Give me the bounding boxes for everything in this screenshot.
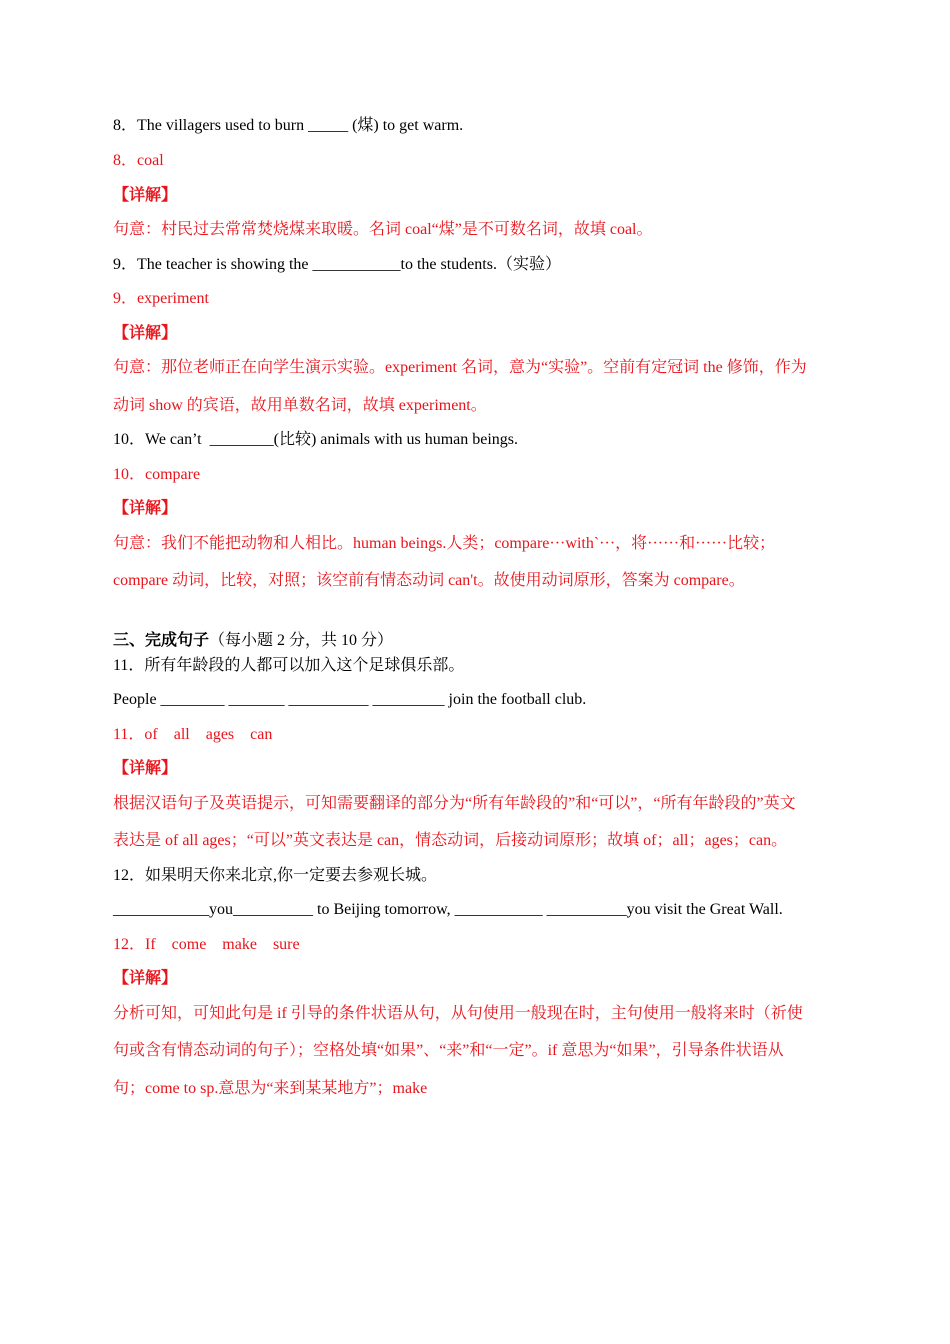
explanation-12-line2: 句或含有情态动词的句子）；空格处填“如果”、“来”和“一定”。if 意思为“如果”，引导条件状语从	[113, 1042, 784, 1059]
section-3-heading	[113, 631, 393, 651]
section-3-note: （每小题 2 分，共 10 分）	[209, 632, 394, 649]
answer-10: 10．compare	[113, 466, 201, 483]
answer-8: 8．coal	[113, 152, 164, 169]
question-8: 8．The villagers used to burn _____ (煤) to get warm.	[113, 117, 464, 134]
answer-12: 12．If come make sure	[113, 936, 300, 953]
detail-label-8: 【详解】	[113, 187, 178, 204]
explanation-11-line2: 表达是 of all ages；“可以”英文表达是 can，情态动词，后接动词原形；故填 of；all；ages；can。	[113, 832, 788, 849]
detail-label-10: 【详解】	[113, 500, 178, 517]
explanation-10-line1: 句意：我们不能把动物和人相比。human beings.人类；compare···with`···，将······和······比较；	[113, 535, 776, 552]
sentence-12: ____________you__________ to Beijing tomorrow, ___________ __________you visit the Great Wall.	[113, 901, 783, 918]
question-12: 12．如果明天你来北京,你一定要去参观长城。	[113, 867, 438, 884]
section-3-title: 三、完成句子	[113, 632, 210, 649]
explanation-8: 句意：村民过去常常焚烧煤来取暖。名词 coal“煤”是不可数名词，故填 coal。	[113, 221, 653, 238]
answer-11: 11．of all ages can	[113, 726, 273, 743]
detail-label-9: 【详解】	[113, 325, 178, 342]
answer-9: 9．experiment	[113, 290, 209, 307]
detail-label-12: 【详解】	[113, 970, 178, 987]
explanation-9-line2: 动词 show 的宾语，故用单数名词，故填 experiment。	[113, 397, 487, 414]
question-11: 11．所有年龄段的人都可以加入这个足球俱乐部。	[113, 657, 465, 674]
explanation-10-line2: compare 动词，比较，对照；该空前有情态动词 can't。故使用动词原形，答案为 compare。	[113, 572, 745, 589]
question-10: 10．We can’t ________(比较) animals with us human beings.	[113, 431, 519, 448]
detail-label-11: 【详解】	[113, 760, 178, 777]
sentence-11: People ________ _______ __________ _________ join the football club.	[113, 691, 587, 708]
explanation-12-line3: 句；come to sp.意思为“来到某某地方”；make	[113, 1080, 428, 1097]
explanation-11-line1: 根据汉语句子及英语提示，可知需要翻译的部分为“所有年龄段的”和“可以”，“所有年龄段的”英文	[113, 795, 796, 812]
explanation-12-line1: 分析可知，可知此句是 if 引导的条件状语从句，从句使用一般现在时，主句使用一般将来时（祈使	[113, 1005, 803, 1022]
question-9: 9．The teacher is showing the ___________to the students.（实验）	[113, 256, 561, 273]
explanation-9-line1: 句意：那位老师正在向学生演示实验。experiment 名词，意为“实验”。空前有定冠词 the 修饰，作为	[113, 359, 807, 376]
